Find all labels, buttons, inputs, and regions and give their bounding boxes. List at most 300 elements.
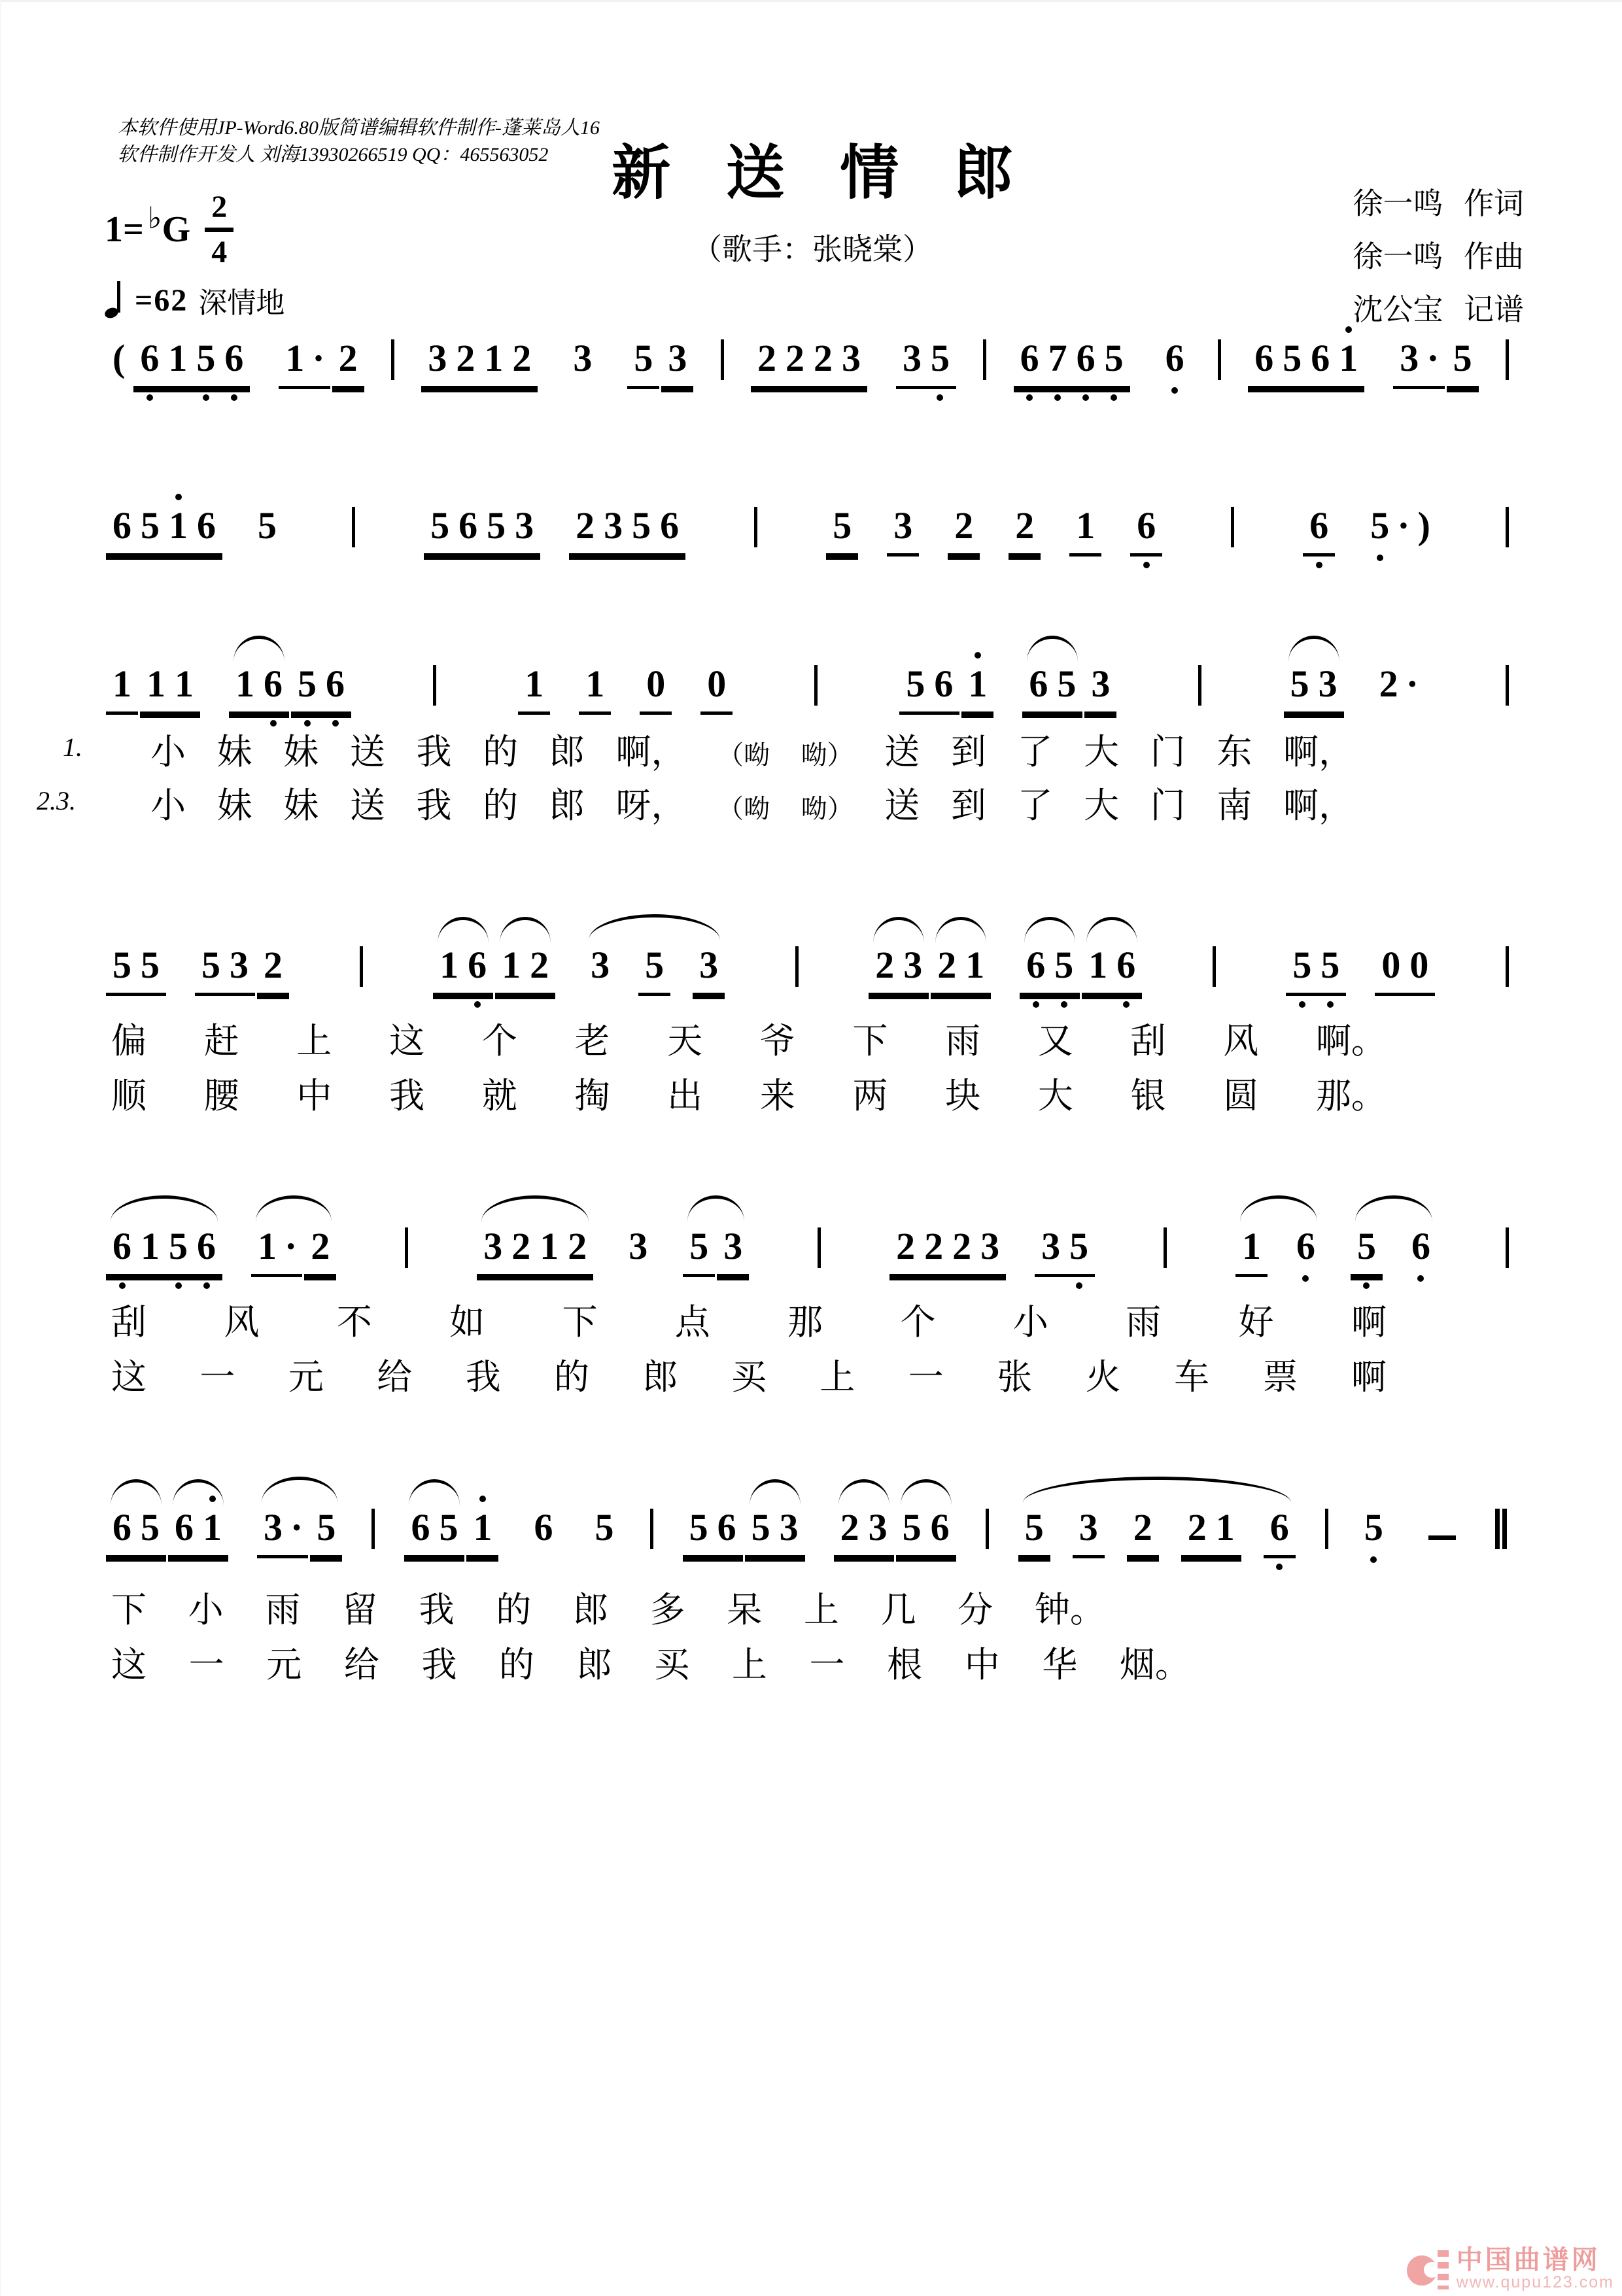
measure [889, 1225, 1095, 1277]
note: 1 [164, 505, 192, 547]
watermark-url: www.qupu123.com [1456, 2272, 1614, 2291]
beam-unit [1159, 337, 1191, 386]
note: 2 [875, 944, 895, 986]
note-group [251, 505, 283, 553]
note: 6 [108, 1225, 136, 1267]
note-group [1073, 1507, 1105, 1558]
note: 1 [468, 1507, 496, 1549]
lyric-syllable: 我 [419, 1590, 455, 1630]
note: 5 [141, 504, 160, 547]
lyric-syllable: 如 [449, 1303, 485, 1342]
note-group [1035, 1225, 1095, 1277]
lyric-syllable: 下 [111, 1590, 147, 1630]
measure [106, 663, 351, 715]
bar-line [814, 665, 818, 706]
lyric-syllable: 一 [188, 1645, 224, 1685]
lyric-syllable: 就 [481, 1076, 517, 1116]
note: 6 [1132, 505, 1160, 547]
lyric-syllable: 买 [654, 1645, 690, 1685]
beam-unit [106, 944, 166, 996]
note: 5 [112, 944, 131, 986]
beam-unit [588, 1507, 620, 1555]
lyric-syllable: 这 [111, 1645, 147, 1685]
lyric-syllable: 小 [150, 732, 186, 772]
credit-transcriber: 沈公宝 记谱 [1353, 293, 1524, 326]
lyric-syllable: 上 [820, 1358, 855, 1397]
note: 5 [1057, 662, 1077, 705]
lyric-syllable: 啊， [1283, 732, 1354, 772]
time-numerator: 2 [205, 190, 233, 232]
note: 6 [458, 504, 478, 547]
lyric-syllable: 妹 [283, 732, 319, 772]
lyric-syllable: 中 [296, 1076, 332, 1116]
bar-line [1506, 507, 1509, 547]
note-group [106, 1507, 166, 1558]
note: 2 [954, 504, 974, 547]
beam-unit-slur [1351, 1225, 1437, 1277]
lyric-syllable: 赶 [203, 1021, 239, 1061]
bar-line [650, 1509, 653, 1549]
beam-unit-slur [477, 1225, 593, 1277]
note-group [683, 1225, 715, 1277]
note: 1 [525, 662, 544, 705]
lyric-syllable: 刮 [111, 1303, 147, 1342]
lyric-syllable: 了 [1017, 732, 1053, 772]
bar-line [1213, 946, 1216, 987]
watermark [1407, 2246, 1614, 2291]
note-group [106, 337, 131, 386]
note-group [961, 663, 993, 715]
lyric-syllable: 啊 [1351, 1303, 1387, 1342]
note-group [638, 944, 670, 996]
lyric-syllable: 分 [958, 1590, 993, 1630]
note-group [1358, 1507, 1390, 1555]
lyric-syllable: 的 [483, 786, 519, 825]
beam-unit [106, 337, 250, 389]
lyric-syllable: 呆 [727, 1590, 763, 1630]
lyric-syllable: 郎 [549, 732, 585, 772]
lyric-syllable: 送 [349, 732, 385, 772]
measure [1014, 337, 1191, 389]
note: 2 [952, 1225, 972, 1267]
lyric-syllable: 上 [731, 1645, 767, 1685]
note: 1 [1241, 1225, 1261, 1267]
note: 5 [293, 663, 321, 705]
note-group [1014, 337, 1130, 389]
note-group [1084, 663, 1116, 715]
dash-note [1428, 1535, 1456, 1540]
lyric-syllable: 车 [1174, 1358, 1210, 1397]
lyric-syllable: 多 [649, 1590, 685, 1630]
note: 3 [699, 944, 719, 986]
beam-unit [566, 337, 598, 386]
beam-unit [1358, 1507, 1390, 1555]
note: 3 [515, 504, 534, 547]
bar-line [1506, 339, 1509, 380]
note-group [304, 1225, 336, 1277]
note-group [896, 337, 956, 389]
bar-line [371, 1509, 375, 1549]
lyric-syllable: 送 [884, 786, 920, 825]
beam-unit [899, 663, 993, 715]
note: 6 [1029, 662, 1048, 705]
lyric-syllable: 元 [266, 1645, 302, 1685]
note-group [899, 663, 959, 715]
note-group [627, 337, 659, 389]
note: 5 [645, 944, 664, 986]
lyric-syllable: 来 [759, 1076, 795, 1116]
measure [477, 1225, 749, 1277]
note-group [257, 944, 289, 996]
note: 6 [175, 1506, 194, 1549]
note: 3 [483, 1225, 503, 1267]
note: 3 [902, 337, 922, 379]
note-group [1447, 337, 1479, 389]
note: 5 [632, 504, 651, 547]
key-signature [105, 190, 233, 268]
note: 3 [604, 504, 623, 547]
note: 5 [1453, 337, 1472, 379]
note: 1 [540, 1225, 559, 1267]
music-line [106, 937, 1509, 996]
note: 1 [198, 1507, 226, 1549]
lyric-syllable: 下 [852, 1021, 888, 1061]
note: 3 [1091, 662, 1111, 705]
measure [433, 944, 725, 996]
note-group [579, 663, 611, 715]
beam-unit [1069, 505, 1101, 557]
lyric-syllable: 天 [667, 1021, 703, 1061]
beam-unit-slur [1018, 1507, 1296, 1558]
note-group [1159, 337, 1191, 386]
note-group [257, 1507, 308, 1558]
beam-unit [229, 663, 351, 715]
augmentation-dot: · [312, 337, 325, 379]
lyric-syllable: 我 [416, 732, 452, 772]
note-group [1303, 505, 1335, 557]
lyric-syllable: 给 [343, 1645, 379, 1685]
bar-line [721, 339, 724, 380]
note: 3 [1041, 1225, 1061, 1267]
note: 5 [751, 1506, 770, 1549]
lyric-syllable: 腰 [203, 1076, 239, 1116]
note: 1 [502, 944, 521, 986]
beam-unit [640, 663, 672, 715]
note-group [229, 663, 289, 715]
measure [683, 1507, 956, 1558]
bar-line [818, 1227, 821, 1268]
measure [106, 337, 364, 389]
bar-line [1164, 1227, 1167, 1268]
lyric-syllable: 那。 [1315, 1076, 1387, 1116]
note: 1 [168, 337, 188, 379]
lyric-syllable: 送 [884, 732, 920, 772]
note: 5 [689, 1506, 708, 1549]
note: 3 [629, 1225, 648, 1267]
note: 6 [930, 1506, 950, 1549]
beam-unit [569, 505, 685, 557]
note: 6 [1016, 337, 1044, 379]
beam-unit [518, 663, 550, 715]
note: 1 [963, 663, 992, 705]
beam-unit [106, 663, 200, 715]
rest-note: 0 [646, 662, 666, 705]
note: 2 [1187, 1506, 1207, 1549]
measure [424, 505, 685, 557]
note-group [745, 1507, 805, 1558]
note-group [887, 505, 919, 557]
note: 2 [924, 1225, 944, 1267]
note: 1 [484, 337, 504, 379]
note: 5 [634, 337, 653, 379]
measure [518, 663, 733, 715]
note-group [140, 663, 200, 715]
measure [106, 1225, 336, 1277]
measure [404, 1507, 620, 1558]
lyric-syllable: 票 [1262, 1358, 1298, 1397]
lyric-syllable: 的 [483, 732, 519, 772]
lyric-syllable: 啊。 [1315, 1021, 1387, 1061]
note: 5 [833, 504, 852, 547]
key-prefix: 1= [105, 209, 144, 250]
rest-note: 0 [707, 662, 727, 705]
note-group [133, 337, 250, 389]
lyric-syllable: 元 [288, 1358, 324, 1397]
note: 1 [965, 944, 985, 986]
beam-unit [1014, 337, 1130, 389]
note: 2 [937, 944, 957, 986]
note-group [1248, 337, 1364, 389]
note-group [477, 1225, 593, 1277]
tempo-marking [105, 279, 285, 321]
bar-line [1506, 946, 1509, 987]
note: 6 [1161, 337, 1189, 379]
music-line [106, 1218, 1509, 1277]
lyric-syllable: 东 [1216, 732, 1252, 772]
note-group [1419, 1535, 1466, 1547]
beam-unit [251, 505, 283, 553]
note: 5 [1353, 1225, 1381, 1267]
bar-line [1325, 1509, 1328, 1549]
note: 2 [1379, 662, 1398, 705]
note-group [527, 1507, 559, 1555]
final-bar-line [1495, 1509, 1500, 1549]
note-group [433, 944, 493, 996]
lyric-syllable: 刮 [1130, 1021, 1166, 1061]
note: 3 [573, 337, 593, 379]
beam-unit [889, 1225, 1006, 1277]
note: 6 [1022, 944, 1050, 986]
beam-unit [834, 1507, 956, 1558]
beam-unit [527, 1507, 559, 1555]
bar-line [352, 507, 355, 547]
lyric-syllable: 出 [667, 1076, 703, 1116]
note-group [869, 944, 929, 996]
note: 5 [902, 1506, 922, 1549]
note: 5 [201, 944, 220, 986]
lyric-syllable: 两 [852, 1076, 888, 1116]
beam-unit [1035, 1225, 1095, 1277]
beam-unit [421, 337, 538, 389]
time-signature [205, 190, 233, 268]
note-group [1127, 1507, 1159, 1558]
lyric-syllable: 呦） [801, 740, 854, 770]
note-group [700, 663, 733, 715]
quarter-note-icon [105, 280, 124, 320]
lyric-syllable: 一 [199, 1358, 235, 1397]
beam-unit [1375, 944, 1435, 996]
note-group [896, 1507, 956, 1558]
bar-line [405, 1227, 408, 1268]
note: 6 [934, 662, 954, 705]
note: 5 [317, 1506, 336, 1549]
note-group [168, 1507, 228, 1558]
tempo-expression: 深情地 [198, 287, 285, 319]
lyric-syllable: 这 [389, 1021, 425, 1061]
beam-unit [106, 505, 222, 557]
note-group [332, 337, 364, 389]
note-group [291, 663, 351, 715]
lyric-syllable: （呦 [717, 740, 770, 770]
note: 1 [147, 662, 165, 705]
note: 7 [1044, 337, 1072, 379]
lyric-syllable: 买 [731, 1358, 767, 1397]
note: 5 [1316, 944, 1344, 986]
beam-unit [1022, 663, 1116, 715]
note: 5 [258, 504, 277, 547]
beam-unit [1248, 337, 1364, 389]
lyric-syllable: 妹 [216, 732, 252, 772]
note: 1 [1334, 337, 1362, 379]
lyric-syllable: 一 [908, 1358, 944, 1397]
beam-unit [683, 1507, 805, 1558]
verse-number: 1. [63, 732, 82, 762]
software-info-line1: 本软件使用JP-Word6.80版简谱编辑软件制作-蓬莱岛人16 [118, 117, 600, 139]
lyric-syllable: 好 [1238, 1303, 1274, 1342]
lyric-syllable: 呦） [801, 794, 854, 823]
note-group [566, 337, 598, 386]
note: 3 [591, 944, 610, 986]
note: 3 [230, 944, 249, 986]
note-group [106, 1225, 222, 1277]
lyric-syllable: 雨 [265, 1590, 301, 1630]
lyric-syllable: 这 [111, 1358, 147, 1397]
beam-unit-slur [251, 1225, 336, 1277]
lyric-syllable: 郎 [572, 1590, 608, 1630]
note: 5 [1100, 337, 1128, 379]
lyric-syllable: 华 [1042, 1645, 1078, 1685]
lyric-syllable: 给 [377, 1358, 413, 1397]
note: 1 [585, 662, 605, 705]
note-group [1009, 505, 1041, 557]
qupu-logo-icon [1407, 2250, 1449, 2291]
note: 3 [980, 1225, 1000, 1267]
note-group [683, 1507, 743, 1558]
beam-unit-slur [584, 944, 725, 996]
lyric-syllable: 门 [1150, 786, 1186, 825]
note: 5 [192, 337, 220, 379]
note: 1 [112, 662, 131, 705]
lyric-row [111, 1013, 1387, 1063]
note: 5 [1360, 1507, 1388, 1549]
bar-line [1506, 665, 1509, 706]
note: 2 [840, 1506, 859, 1549]
phrase-paren: ( [112, 337, 126, 379]
note: 6 [1254, 337, 1274, 379]
lyric-syllable: 顺 [111, 1076, 147, 1116]
note: 5 [1283, 337, 1302, 379]
lyric-syllable: 上 [803, 1590, 839, 1630]
note-group [931, 944, 991, 996]
note: 6 [192, 1225, 220, 1267]
note-group [195, 944, 255, 996]
bar-line [433, 665, 436, 706]
lyric-syllable: 的 [499, 1645, 535, 1685]
software-info-line2: 软件制作开发人 刘海13930266519 QQ：465563052 [118, 144, 549, 165]
note: 6 [259, 663, 287, 705]
note-group [106, 944, 166, 996]
lyric-syllable: 爷 [759, 1021, 795, 1061]
measure [106, 944, 289, 996]
note: 6 [1305, 505, 1333, 547]
lyric-syllable: 那 [787, 1303, 823, 1342]
lyric-syllable: 钟。 [1034, 1590, 1105, 1630]
note: 5 [141, 944, 160, 986]
note: 2 [896, 1225, 916, 1267]
bar-line [795, 946, 799, 987]
note-group [1405, 1225, 1437, 1274]
measure [751, 337, 956, 389]
note: 5 [1024, 1506, 1044, 1549]
note: 6 [135, 337, 164, 379]
note-group [1235, 1225, 1268, 1277]
note: 6 [1266, 1507, 1294, 1549]
note: 2 [511, 1225, 531, 1267]
lyric-syllable: 银 [1130, 1076, 1166, 1116]
note: 6 [717, 1506, 736, 1549]
note: 5 [487, 504, 506, 547]
lyric-syllable: 掏 [574, 1076, 610, 1116]
lyric-syllable: 块 [945, 1076, 981, 1116]
beam-unit-slur [1235, 1225, 1322, 1277]
lyric-syllable: 烟。 [1119, 1645, 1190, 1685]
note: 2 [311, 1225, 330, 1267]
note-group [948, 505, 980, 557]
note: 3 [723, 1225, 743, 1267]
measure [1284, 663, 1424, 715]
measure [869, 944, 1142, 996]
note-group [106, 505, 222, 557]
measure [421, 337, 693, 389]
lyric-syllable: 大 [1037, 1076, 1073, 1116]
beam-unit [1286, 944, 1346, 996]
watermark-text [1457, 2246, 1614, 2291]
note: 2 [456, 337, 475, 379]
lyric-syllable: 点 [674, 1303, 710, 1342]
measure [1248, 337, 1478, 389]
note: 3 [868, 1506, 888, 1549]
beam-unit-slur [106, 1225, 222, 1277]
note: 2 [1133, 1506, 1152, 1549]
note: 6 [220, 337, 248, 379]
note: 5 [1290, 662, 1309, 705]
measure [1018, 1507, 1296, 1558]
credit-lyricist: 徐一鸣 作词 [1353, 187, 1524, 220]
note-group [1290, 1225, 1322, 1274]
bar-line [1506, 1227, 1509, 1268]
key-letter: G [162, 209, 191, 250]
measure [1303, 505, 1437, 557]
